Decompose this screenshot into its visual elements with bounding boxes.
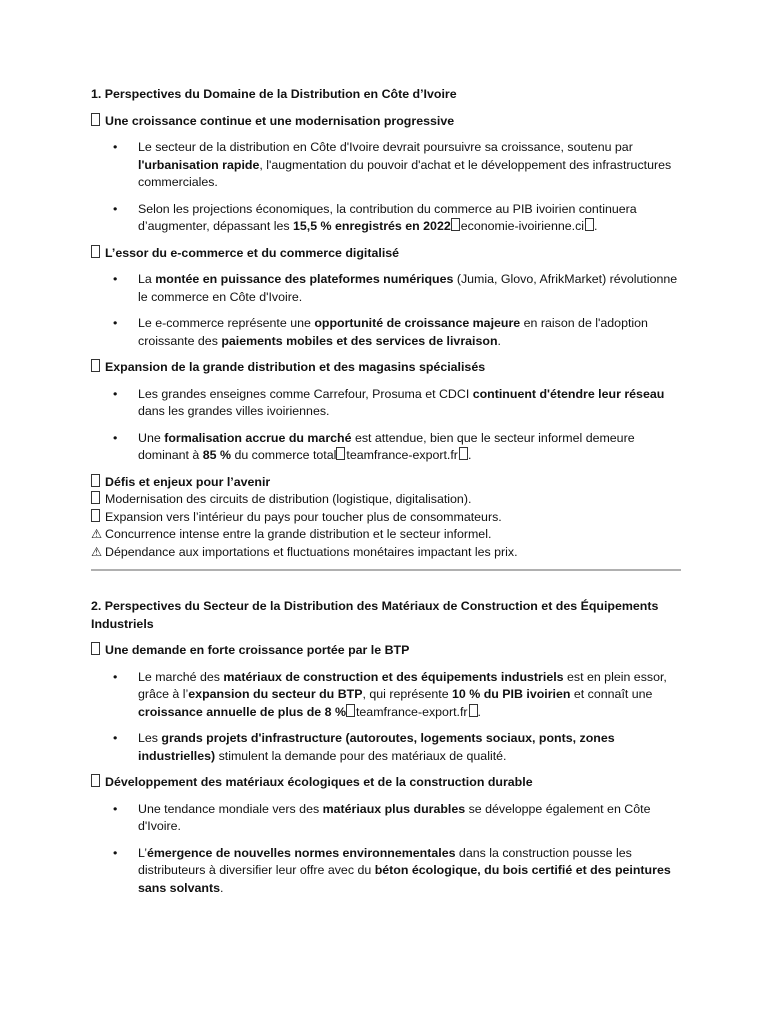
source-link[interactable]: teamfrance-export.fr [355, 704, 468, 719]
missing-glyph-icon [91, 113, 100, 126]
missing-glyph-icon [91, 359, 100, 372]
list-item: • Une formalisation accrue du marché est attendue, bien que le secteur informel demeure dominant à 85 % du commerce total teamfrance-export.fr . [91, 430, 681, 465]
s2-list-1 [91, 669, 681, 766]
s2-subheading-2: Développement des matériaux écologiques et de la construction durable [91, 774, 681, 792]
s2-list-2 [91, 801, 681, 898]
missing-glyph-icon [451, 218, 460, 231]
section-1-title: 1. Perspectives du Domaine de la Distribution en Côte d’Ivoire [91, 87, 457, 101]
missing-glyph-icon [459, 447, 468, 460]
list-item: • Les grandes enseignes comme Carrefour, Prosuma et CDCI continuent d'étendre leur réseau dans les grandes villes ivoiriennes. [91, 386, 681, 421]
missing-glyph-icon [585, 218, 594, 231]
source-link[interactable]: teamfrance-export.fr [346, 448, 458, 462]
list-item: • Le marché des matériaux de construction et des équipements industriels est en plein essor, grâce à l’expansion du secteur du BTP, qui représente 10 % du PIB ivoirien et connaît une croissance annuelle de plus de 8 % teamfrance-export.fr . [91, 669, 681, 722]
s1-subheading-1: Une croissance continue et une modernisation progressive [91, 113, 681, 131]
missing-glyph-icon [346, 704, 355, 717]
missing-glyph-icon [91, 245, 100, 258]
s1-subheading-2: L’essor du e-commerce et du commerce digitalisé [91, 245, 681, 263]
warning-icon: ⚠ [91, 544, 103, 559]
challenge-line: ⚠ Concurrence intense entre la grande distribution et le secteur informel. [91, 526, 681, 544]
challenges-block [91, 474, 681, 562]
missing-glyph-icon [336, 447, 345, 460]
missing-glyph-icon [469, 704, 478, 717]
horizontal-divider [91, 569, 681, 571]
s1-list-3 [91, 386, 681, 465]
missing-glyph-icon [91, 774, 100, 787]
s1-subheading-4: Défis et enjeux pour l’avenir [91, 474, 681, 492]
list-item: • Une tendance mondiale vers des matériaux plus durables se développe également en Côte d'Ivoire. [91, 801, 681, 836]
list-item: • Les grands projets d'infrastructure (autoroutes, logements sociaux, ponts, zones industrielles) stimulent la demande pour des matériaux de qualité. [91, 730, 681, 765]
s1-list-1 [91, 139, 681, 236]
list-item: • Le e-commerce représente une opportunité de croissance majeure en raison de l'adoption croissante des paiements mobiles et des services de livraison. [91, 315, 681, 350]
s2-subheading-1: Une demande en forte croissance portée par le BTP [91, 642, 681, 660]
list-item: • Selon les projections économiques, la contribution du commerce au PIB ivoirien continuera d’augmenter, dépassant les 15,5 % enregistrés en 2022 economie-ivoirienne.ci . [91, 201, 681, 236]
challenge-line: Modernisation des circuits de distribution (logistique, digitalisation). [91, 491, 681, 509]
warning-icon: ⚠ [91, 527, 103, 541]
missing-glyph-icon [91, 491, 100, 504]
missing-glyph-icon [91, 474, 100, 487]
source-link[interactable]: economie-ivoirienne.ci [460, 219, 585, 233]
document-page [91, 86, 681, 906]
list-item: • La montée en puissance des plateformes numériques (Jumia, Glovo, AfrikMarket) révolutionne le commerce en Côte d'Ivoire. [91, 271, 681, 306]
s1-subheading-3: Expansion de la grande distribution et des magasins spécialisés [91, 359, 681, 377]
challenge-line: ⚠ Dépendance aux importations et fluctuations monétaires impactant les prix. [91, 544, 681, 562]
list-item: • L’émergence de nouvelles normes environnementales dans la construction pousse les distributeurs à diversifier leur offre avec du béton écologique, du bois certifié et des peintures sans solvants. [91, 845, 681, 898]
missing-glyph-icon [91, 509, 100, 522]
challenge-line: Expansion vers l’intérieur du pays pour toucher plus de consommateurs. [91, 509, 681, 527]
s1-list-2 [91, 271, 681, 350]
missing-glyph-icon [91, 642, 100, 655]
section-2-title: 2. Perspectives du Secteur de la Distribution des Matériaux de Construction et des Équipements Industriels [91, 599, 659, 631]
list-item: • Le secteur de la distribution en Côte d'Ivoire devrait poursuivre sa croissance, soutenu par l'urbanisation rapide, l'augmentation du pouvoir d'achat et le développement des infrastructures commerciales. [91, 139, 681, 192]
